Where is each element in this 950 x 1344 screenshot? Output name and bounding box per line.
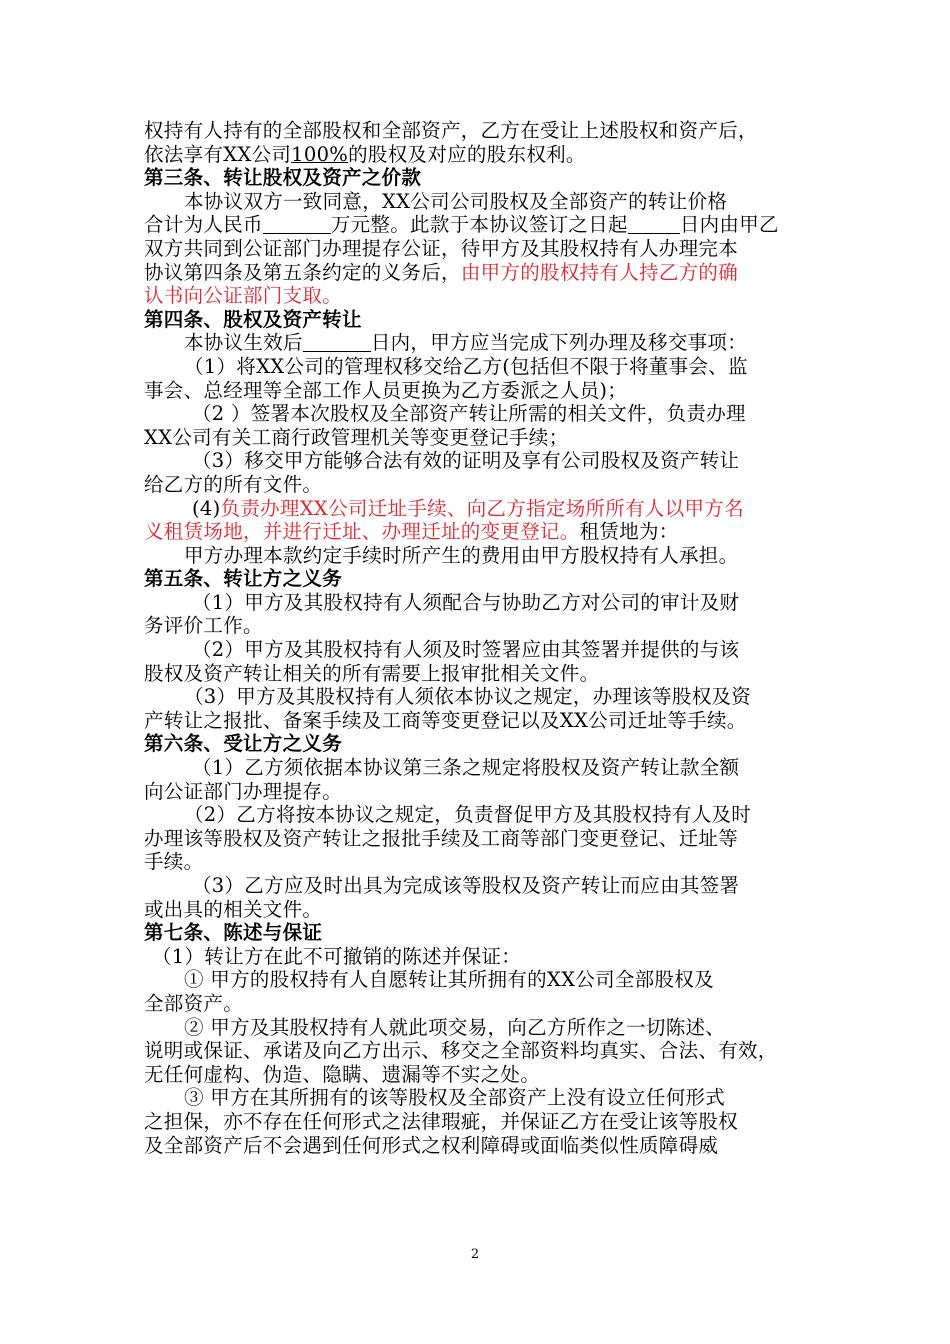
text-line [144, 520, 814, 544]
text-line [144, 190, 814, 214]
text-span: 全部资产。 [144, 991, 244, 1015]
text-line [144, 1016, 814, 1040]
text-line [144, 237, 814, 261]
text-line [144, 1063, 814, 1087]
page-number: 2 [470, 1247, 480, 1262]
text-line [144, 850, 814, 874]
text-span: 双方共同到公证部门办理提存公证，待甲方及其股权持有人办理完本 [144, 236, 739, 260]
text-line [144, 662, 814, 686]
text-span: (4) [192, 496, 221, 520]
text-span: ② 甲方及其股权持有人就此项交易，向乙方所作之一切陈述、 [184, 1015, 726, 1039]
text-span: （1）甲方及其股权持有人须配合与协助乙方对公司的审计及财 [192, 590, 740, 614]
document-body [144, 119, 814, 1157]
text-span: 日内，甲方应当完成下列办理及移交事项： [370, 331, 748, 355]
text-span: 万元整。此款于本协议签订之日起 [330, 213, 628, 237]
text-span: （1）转让方在此不可撤销的陈述并保证： [152, 944, 522, 968]
text-line [144, 544, 814, 568]
text-span: 本协议生效后 [184, 331, 303, 355]
text-line [144, 898, 814, 922]
text-line [144, 497, 814, 521]
text-span: （1）将XX公司的管理权移交给乙方(包括但不限于将董事会、监 [184, 354, 748, 378]
text-line [144, 709, 814, 733]
text-span: （2 ）签署本次股权及全部资产转让所需的相关文件，负责办理 [192, 402, 746, 426]
text-line [144, 1039, 814, 1063]
text-span: ① 甲方的股权持有人自愿转让其所拥有的XX公司全部股权及 [184, 968, 714, 992]
text-span: （2）甲方及其股权持有人须及时签署应由其签署并提供的与该 [192, 638, 740, 662]
fill-in-blank [263, 214, 331, 234]
text-span: 给乙方的所有文件。 [144, 472, 323, 496]
text-line [144, 827, 814, 851]
highlighted-text: 由甲方的股权持有人持乙方的确 [460, 260, 739, 284]
text-line [144, 355, 814, 379]
text-line [144, 780, 814, 804]
text-span: （2）乙方将按本协议之规定，负责督促甲方及其股权持有人及时 [184, 803, 752, 827]
text-span: ③ 甲方在其所拥有的该等股权及全部资产上没有设立任何形式 [184, 1086, 726, 1110]
text-line [144, 638, 814, 662]
text-span: XX公司有关工商行政管理机关等变更登记手续； [144, 425, 569, 449]
text-line [144, 1086, 814, 1110]
text-span: 第五条、转让方之义务 [144, 567, 343, 591]
fill-in-blank [303, 332, 371, 352]
text-line [144, 119, 814, 143]
text-line [144, 402, 814, 426]
text-span: 及全部资产后不会遇到任何形式之权利障碍或面临类似性质障碍威 [144, 1133, 719, 1157]
text-span: 说明或保证、承诺及向乙方出示、移交之全部资料均真实、合法、有效， [144, 1039, 778, 1063]
text-span: 甲方办理本款约定手续时所产生的费用由甲方股权持有人承担。 [184, 543, 739, 567]
text-line [144, 379, 814, 403]
text-span: 办理该等股权及资产转让之报批手续及工商等部门变更登记、迁址等 [144, 826, 739, 850]
text-line [144, 874, 814, 898]
text-line [144, 614, 814, 638]
text-line [144, 756, 814, 780]
section-heading [144, 166, 814, 190]
section-heading [144, 567, 814, 591]
section-heading [144, 921, 814, 945]
highlighted-text: 负责办理XX公司迁址手续、向乙方指定场所所有人以甲方名 [220, 496, 744, 520]
text-span: 手续。 [144, 850, 204, 874]
text-line [144, 449, 814, 473]
text-span: （1）乙方须依据本协议第三条之规定将股权及资产转让款全额 [192, 756, 740, 780]
text-span: 日内由甲乙 [679, 213, 779, 237]
text-span: 租赁地为： [579, 520, 679, 544]
text-span: 协议第四条及第五条约定的义务后， [144, 260, 461, 284]
text-span: 无任何虚构、伪造、隐瞒、遗漏等不实之处。 [144, 1062, 541, 1086]
text-span: 第三条、转让股权及资产之价款 [144, 166, 422, 190]
text-line [144, 473, 814, 497]
text-line [144, 968, 814, 992]
text-line [144, 143, 814, 167]
text-span: 产转让之报批、备案手续及工商等变更登记以及XX公司迁址等手续。 [144, 708, 747, 732]
text-line [144, 992, 814, 1016]
text-span: （3）乙方应及时出具为完成该等股权及资产转让而应由其签署 [192, 874, 740, 897]
text-line [144, 1110, 814, 1134]
text-line [144, 591, 814, 615]
text-span: 依法享有XX公司 [144, 142, 292, 166]
text-span: 之担保，亦不存在任何形式之法律瑕疵，并保证乙方在受让该等股权 [144, 1109, 739, 1133]
fill-in-blank [628, 214, 680, 234]
text-span: 的股权及对应的股东权利。 [348, 142, 586, 166]
text-line [144, 426, 814, 450]
text-line [144, 284, 814, 308]
text-span: 第四条、股权及资产转让 [144, 307, 362, 331]
text-line [144, 261, 814, 285]
text-span: 第六条、受让方之义务 [144, 732, 343, 756]
text-line [144, 331, 814, 355]
text-line [144, 213, 814, 237]
text-line [144, 945, 814, 969]
text-span: 本协议双方一致同意，XX公司公司股权及全部资产的转让价格 [184, 189, 728, 213]
text-span: 务评价工作。 [144, 614, 263, 638]
text-span: （3）移交甲方能够合法有效的证明及享有公司股权及资产转让 [192, 449, 740, 473]
section-heading [144, 308, 814, 332]
text-span: 股权及资产转让相关的所有需要上报审批相关文件。 [144, 661, 600, 685]
text-line [144, 685, 814, 709]
highlighted-text: 义租赁场地，并进行迁址、办理迁址的变更登记。 [144, 520, 580, 544]
text-span: 合计为人民币 [144, 213, 263, 237]
underlined-text: 100% [291, 142, 349, 166]
text-span: 权持有人持有的全部股权和全部资产，乙方在受让上述股权和资产后， [144, 119, 758, 142]
text-span: 事会、总经理等全部工作人员更换为乙方委派之人员)； [144, 378, 628, 402]
text-span: 向公证部门办理提存。 [144, 779, 343, 803]
text-line [144, 1134, 814, 1158]
text-span: 或出具的相关文件。 [144, 897, 323, 921]
section-heading [144, 732, 814, 756]
text-line [144, 803, 814, 827]
text-span: （3）甲方及其股权持有人须依本协议之规定，办理该等股权及资 [184, 685, 752, 709]
text-span: 第七条、陈述与保证 [144, 921, 323, 945]
highlighted-text: 认书向公证部门支取。 [144, 284, 343, 308]
